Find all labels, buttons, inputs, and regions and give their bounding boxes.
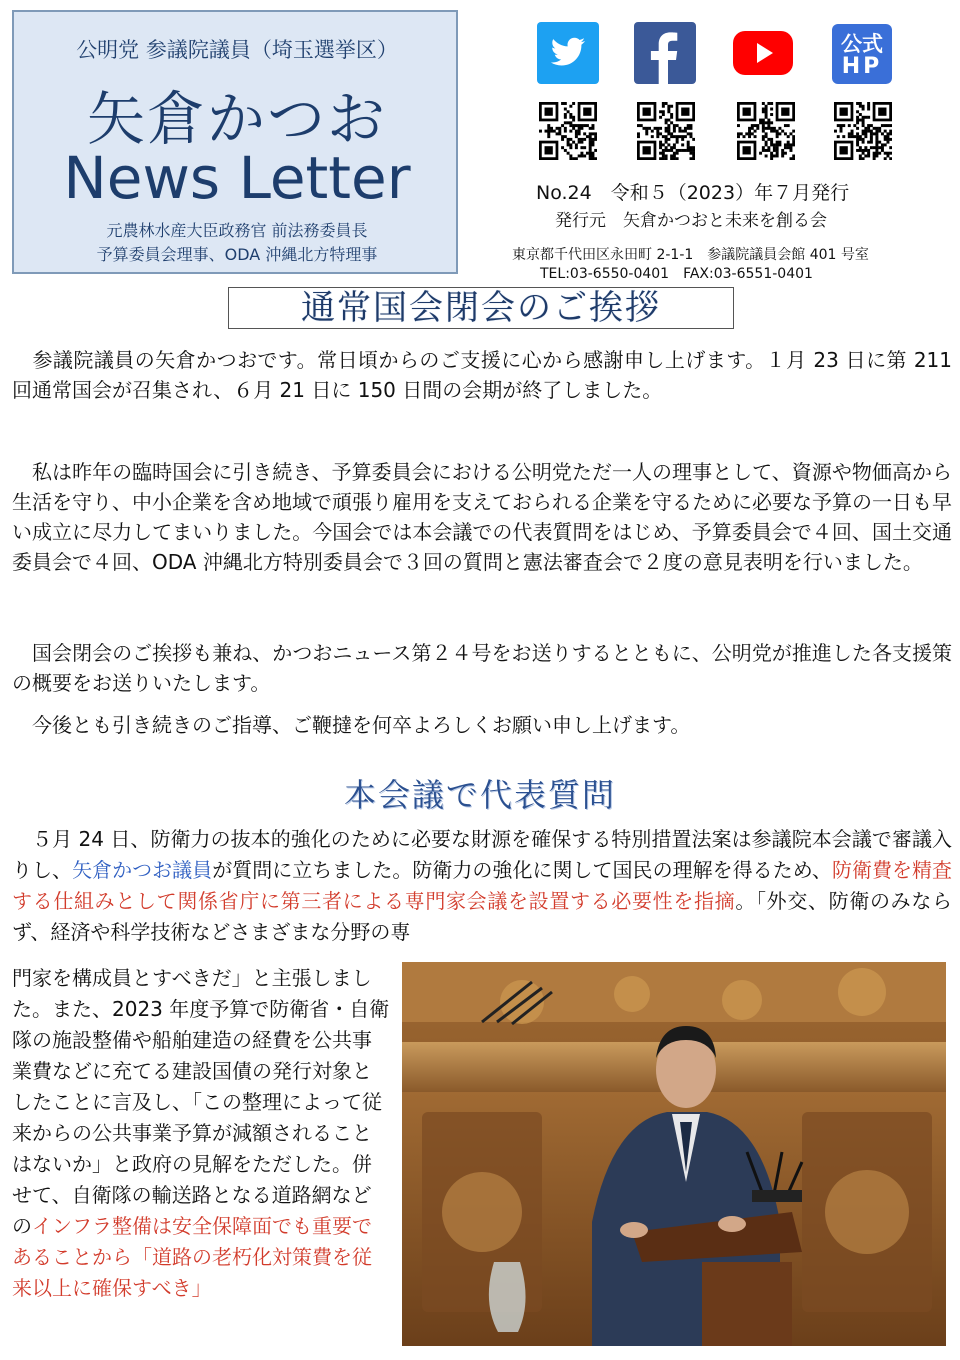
twitter-icon[interactable] bbox=[537, 22, 599, 84]
question-text-c: 。「外交、防衛のみならず、経済や科学技術などさまざまな分野の専 bbox=[12, 889, 953, 944]
party-line: 公明党 参議院議員（埼玉選挙区） bbox=[76, 38, 398, 62]
closing-paragraph bbox=[12, 710, 952, 740]
highlight-point-2: インフラ整備は安全保障面でも重要であることから「道路の老朽化対策費を従来以上に確保すべき」 bbox=[12, 1214, 372, 1300]
official-hp-icon[interactable] bbox=[832, 24, 892, 84]
twitter-qr-code[interactable] bbox=[539, 102, 597, 160]
youtube-qr-code[interactable] bbox=[737, 102, 795, 160]
highlight-name: 矢倉かつお議員 bbox=[72, 858, 213, 882]
role-line-2: 予算委員会理事、ODA 沖縄北方特理事 bbox=[96, 245, 378, 264]
question-paragraph-continued bbox=[12, 963, 390, 1304]
highlight-point-1: 防衛費を精査する仕組みとして関係省庁に第三者による専門家会議を設置する必要性を指摘 bbox=[12, 858, 953, 913]
official-hp-qr-code[interactable] bbox=[834, 102, 892, 160]
closing-text: 今後とも引き続きのご指導、ご鞭撻を何卒よろしくお願い申し上げます。 bbox=[32, 713, 691, 737]
question-text-b: が質問に立ちました。防衛力の強化に関して国民の理解を得るため、 bbox=[212, 858, 832, 882]
role-line-1: 元農林水産大臣政務官 前法務委員長 bbox=[106, 221, 368, 240]
section2-heading: 本会議で代表質問 bbox=[343, 776, 616, 814]
official-hp-label1: 公式 bbox=[841, 32, 883, 56]
question-paragraph bbox=[12, 824, 952, 948]
section1-heading: 通常国会閉会のご挨拶 bbox=[301, 288, 661, 328]
masthead-box bbox=[12, 10, 458, 274]
newsletter-title: News Letter bbox=[63, 144, 411, 212]
newsletter-text: 国会閉会のご挨拶も兼ね、かつおニュース第２４号をお送りするとともに、公明党が推進した各支援策の概要をお送りいたします。 bbox=[12, 641, 953, 695]
publisher: 発行元 矢倉かつおと未来を創る会 bbox=[555, 211, 827, 231]
issue-number-date: No.24 令和５（2023）年７月発行 bbox=[536, 182, 850, 204]
activity-text: 私は昨年の臨時国会に引き続き、予算委員会における公明党ただ一人の理事として、資源や物価高から生活を守り、中小企業を含め地域で頑張り雇用を支えておられる企業を守るために必要な予算の一日も早い成立に尽力してまいりました。今国会では本会議での代表質問をはじめ、予算委員会で４回、国土交通委員会で４回、ODA 沖縄北方特別委員会で３回の質問と憲法審査会で２度の意見表明を行いました。 bbox=[12, 460, 952, 574]
politician-name: 矢倉かつお bbox=[86, 85, 387, 153]
facebook-qr-code[interactable] bbox=[637, 102, 695, 160]
tel-fax: TEL:03-6550-0401 FAX:03-6551-0401 bbox=[540, 266, 813, 282]
activity-paragraph bbox=[12, 457, 952, 577]
address: 東京都千代田区永田町 2-1-1 参議院議員会館 401 号室 bbox=[512, 247, 869, 263]
section1-heading-box bbox=[228, 287, 734, 329]
newsletter-paragraph bbox=[12, 638, 952, 698]
youtube-icon[interactable] bbox=[732, 22, 794, 84]
greeting-paragraph bbox=[12, 345, 952, 405]
speaker-photo bbox=[402, 962, 946, 1346]
greeting-text: 参議院議員の矢倉かつおです。常日頃からのご支援に心から感謝申し上げます。１月 23 日に第 211 回通常国会が召集され、６月 21 日に 150 日間の会期が終了しました。 bbox=[12, 348, 953, 402]
question-text-a: ５月 24 日、防衛力の抜本的強化のために必要な財源を確保する特別措置法案は参議院本会議で審議入りし、 bbox=[12, 827, 952, 882]
question-text-d: 門家を構成員とすべきだ」と主張しました。また、2023 年度予算で防衛省・自衛隊の施設整備や船舶建造の経費を公共事業費などに充てる建設国債の発行対象としたことに言及し、「この整理によって従来からの公共事業予算が減額されることはないか」と政府の見解をただした。併せて、自衛隊の輸送路となる道路網などの bbox=[12, 966, 390, 1238]
facebook-icon[interactable] bbox=[634, 22, 696, 84]
official-hp-label2: HP bbox=[841, 54, 883, 79]
